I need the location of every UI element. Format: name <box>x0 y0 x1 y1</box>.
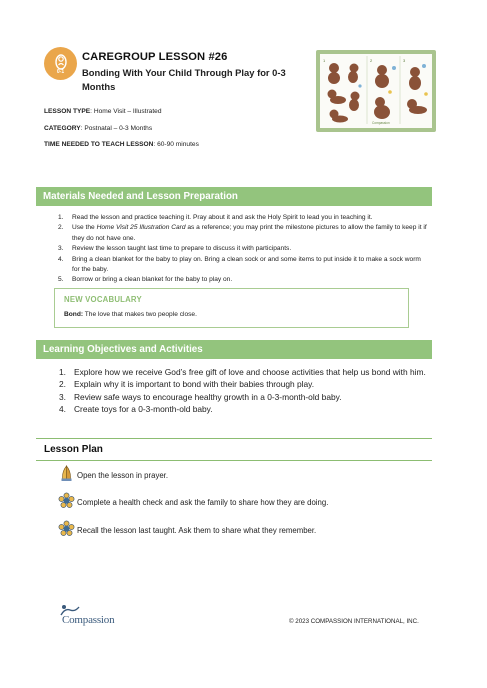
time-needed-label: TIME NEEDED TO TEACH LESSON <box>44 141 154 148</box>
vocabulary-entry <box>64 311 197 318</box>
praying-hands-icon <box>58 465 75 482</box>
baby-milestones-illustration <box>320 54 432 128</box>
item-text: Create toys for a 0-3-month-old baby. <box>74 404 213 415</box>
materials-section-header: Materials Needed and Lesson Preparation <box>36 187 432 206</box>
vocabulary-box <box>54 288 409 328</box>
lesson-type-value: Home Visit – Illustrated <box>93 108 162 115</box>
item-text: Borrow or bring a clean blanket for the baby to play on. <box>72 276 233 284</box>
lesson-subtitle: Bonding With Your Child Through Play for 0-3 Months <box>82 67 286 92</box>
lesson-plan-top-rule <box>36 438 432 439</box>
flower-icon <box>58 520 75 537</box>
item-text-post: as a reference; you may print the milestone pictures to allow the family to keep it if they do not have one. <box>72 224 427 242</box>
age-label: 0-1 <box>56 68 65 75</box>
plan-step-text: Recall the lesson last taught. Ask them to share what they remember. <box>77 526 317 535</box>
item-text: Explain why it is important to bond with their babies through play. <box>74 379 315 390</box>
list-item <box>44 391 430 403</box>
vocabulary-term: Bond: <box>64 311 84 318</box>
item-text: Review safe ways to encourage healthy growth in a 0-3-month-old baby. <box>74 391 342 402</box>
lesson-plan-heading: Lesson Plan <box>44 444 103 455</box>
item-text: Bring a clean blanket for the baby to play on. Bring a clean sock or and some items to put inside it to make a sock worm for the baby. <box>72 255 421 274</box>
list-item <box>44 213 430 223</box>
card-number-3: 3 <box>403 58 406 63</box>
item-text: Read the lesson and practice teaching it. Pray about it and ask the Holy Spirit to lead you in teaching it. <box>72 214 373 221</box>
illustration-card-page <box>320 54 432 128</box>
category-line: CATEGORY: Postnatal – 0-3 Months <box>44 125 153 132</box>
age-group-badge <box>44 47 77 80</box>
item-number: 4. <box>58 255 64 263</box>
item-number: 1. <box>58 214 64 221</box>
item-text-pre: Use the <box>72 224 97 232</box>
flower-icon <box>58 492 75 509</box>
item-number: 5. <box>58 276 64 284</box>
lesson-type-line: LESSON TYPE: Home Visit – Illustrated <box>44 108 162 115</box>
list-item <box>44 378 430 390</box>
card-number-2: 2 <box>370 58 373 63</box>
footer-brand: Compassion <box>62 614 115 626</box>
card-brand: Compassion <box>372 121 390 125</box>
item-number: 2. <box>58 224 64 232</box>
objectives-section-header: Learning Objectives and Activities <box>36 340 432 359</box>
item-number: 4. <box>59 404 66 415</box>
item-number: 3. <box>59 391 66 402</box>
time-needed-value: 60-90 minutes <box>157 141 199 148</box>
objectives-list <box>44 366 430 416</box>
plan-step-text: Complete a health check and ask the family to share how they are doing. <box>77 498 329 507</box>
list-item <box>44 275 430 285</box>
lesson-type-label: LESSON TYPE <box>44 108 91 115</box>
time-needed-line: TIME NEEDED TO TEACH LESSON: 60-90 minutes <box>44 141 199 148</box>
materials-list <box>44 213 430 286</box>
vocabulary-definition: The love that makes two people close. <box>83 311 197 318</box>
item-number: 2. <box>59 379 66 390</box>
illustration-card-thumbnail <box>316 50 436 132</box>
list-item <box>44 244 430 254</box>
list-item <box>44 255 430 276</box>
baby-icon <box>54 53 68 70</box>
category-label: CATEGORY <box>44 125 81 132</box>
list-item <box>44 403 430 415</box>
item-number: 3. <box>58 245 64 253</box>
lesson-title: CAREGROUP LESSON #26 <box>82 51 228 63</box>
list-item <box>44 223 430 244</box>
plan-step-text: Open the lesson in prayer. <box>77 471 169 480</box>
illustration-card-reference: Home Visit 25 Illustration Card <box>96 224 186 232</box>
item-text: Explore how we receive God’s free gift of love and choose activities that help us bond with him. <box>74 367 426 377</box>
copyright-notice: © 2023 COMPASSION INTERNATIONAL, INC. <box>289 618 419 625</box>
vocabulary-heading: NEW VOCABULARY <box>64 295 142 304</box>
category-value: Postnatal – 0-3 Months <box>84 125 153 132</box>
item-text: Review the lesson taught last time to prepare to discuss it with participants. <box>72 245 292 253</box>
lesson-plan-bottom-rule <box>36 460 432 461</box>
card-number-1: 1 <box>323 58 326 63</box>
item-number: 1. <box>59 367 66 377</box>
list-item <box>44 366 430 378</box>
